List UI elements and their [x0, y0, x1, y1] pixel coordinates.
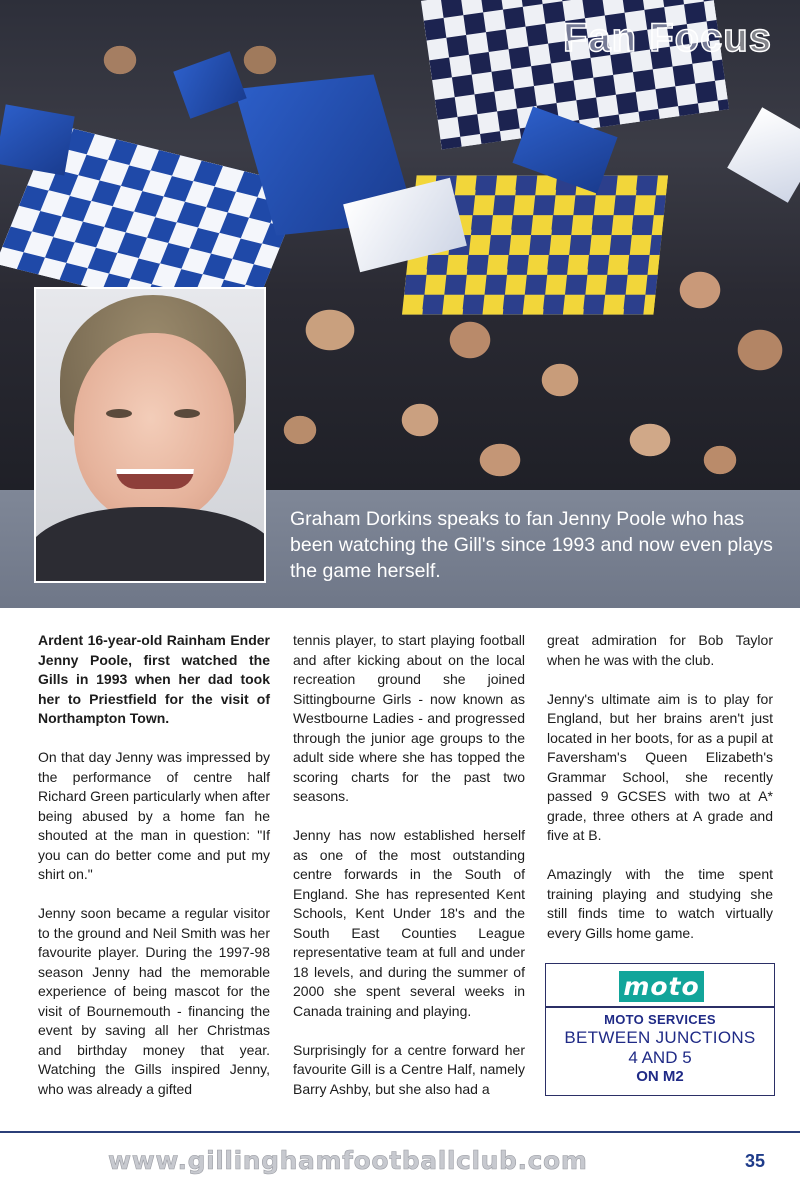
article-paragraph: Jenny's ultimate aim is to play for England, but her brains aren't just located in her boots, for as a pupil at Faversham's Queen Elizabeth's Grammar School, she recently passed 9 GCSES with two at A* grade, three others at A grade and five at B. [547, 690, 773, 843]
article-column-1 [38, 631, 270, 1099]
article-paragraph: Amazingly with the time spent training playing and studying she still finds time to watch virtually every Gills home game. [547, 866, 773, 941]
advert-line-motorway: ON M2 [636, 1068, 684, 1085]
white-flag [727, 107, 800, 203]
moto-advert [545, 963, 775, 1096]
advert-line-junctions: BETWEEN JUNCTIONS [564, 1028, 756, 1047]
blue-flag [0, 104, 75, 175]
advert-line-numbers: 4 AND 5 [628, 1048, 692, 1067]
article-paragraph: great admiration for Bob Taylor when he was with the club. [547, 632, 773, 668]
article-column-2 [293, 631, 525, 1099]
article-paragraph: On that day Jenny was impressed by the performance of centre half Richard Green particularly when after being abused by a home fan he shouted at the man in question: "If you can do better come and put my shirt on." [38, 749, 270, 882]
article-paragraph: Jenny soon became a regular visitor to the ground and Neil Smith was her favourite player. During the 1997-98 season Jenny had the memorable experience of being mascot for the visit of Bournemouth - financing the event by saving all her Christmas and birthday money that year. Watching the Gills inspired Jenny, who was already a gifted [38, 905, 270, 1097]
lead-paragraph: Ardent 16-year-old Rainham Ender Jenny Poole, first watched the Gills in 1993 when her dad took her to Priestfield for the visit of Northampton Town. [38, 632, 270, 726]
article-paragraph: Surprisingly for a centre forward her favourite Gill is a Centre Half, namely Barry Ashby, but she also had a [293, 1041, 525, 1097]
moto-logo: moto [619, 971, 704, 1002]
blue-flag [173, 51, 246, 119]
article-paragraph: Jenny has now established herself as one of the most outstanding centre forwards in the South of England. She has represented Kent Schools, Kent Under 18's and the South East Counties League representative team at full and under 18 levels, and during the summer of 2000 she spent several weeks in Canada training and playing. [293, 827, 525, 1019]
footer-divider [0, 1131, 800, 1133]
standfirst: Graham Dorkins speaks to fan Jenny Poole who has been watching the Gill's since 1993 and now even plays the game herself. [290, 508, 773, 582]
page-number: 35 [745, 1151, 766, 1171]
advert-line-services: MOTO SERVICES [604, 1012, 716, 1027]
article-paragraph: tennis player, to start playing football and after kicking about on the local recreation ground she joined Sittingbourne Girls - now known as Westbourne Ladies - and progressed through the junior age groups to the adult side where she has topped the scoring charts for the past two seasons. [293, 632, 525, 804]
section-title: Fan Focus [562, 16, 772, 60]
advert-divider [546, 1006, 774, 1008]
club-website-url: www.gillinghamfootballclub.com [108, 1146, 588, 1175]
article-column-3 [547, 631, 773, 943]
portrait-photo [34, 287, 266, 583]
